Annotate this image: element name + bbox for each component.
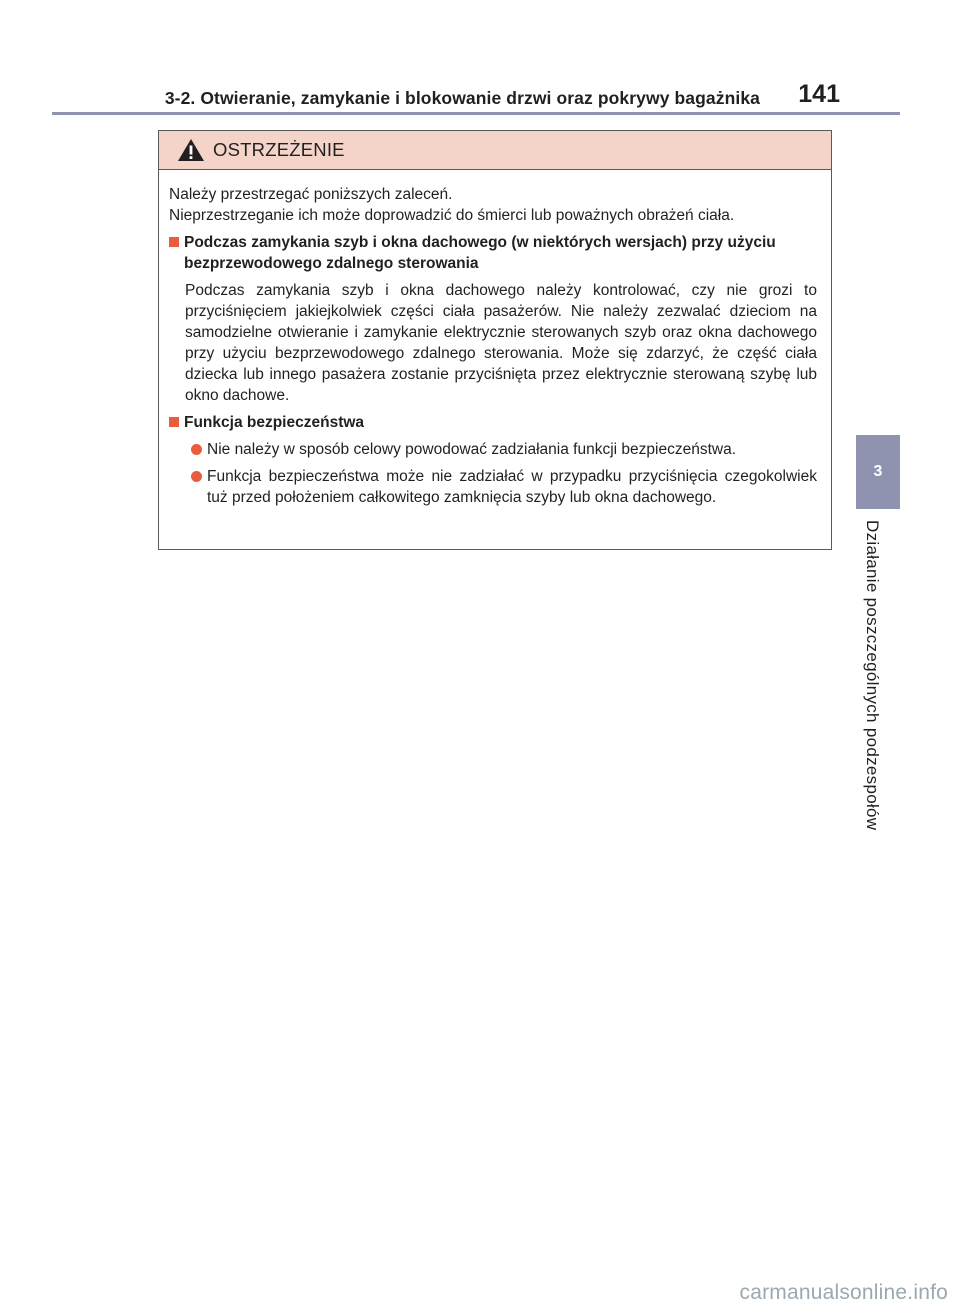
square-bullet-icon <box>169 417 179 427</box>
circle-bullet-icon <box>191 471 202 482</box>
list-item-text: Funkcja bezpieczeństwa może nie zadziałać w przypadku przyciśnięcia czegokolwiek tuż przed położeniem całkowitego zamknięcia szyby lub okna dachowego. <box>207 468 817 506</box>
list-item-text: Nie należy w sposób celowy powodować zadziałania funkcji bezpieczeństwa. <box>207 441 737 458</box>
warning-body <box>159 170 831 508</box>
chapter-tab-title: Działanie poszczególnych podzespołów <box>863 520 882 831</box>
section-heading <box>169 412 817 433</box>
warning-intro-2: Nieprzestrzeganie ich może doprowadzić do śmierci lub poważnych obrażeń ciała. <box>169 207 735 224</box>
page-number: 141 <box>798 80 840 108</box>
list-item <box>169 466 817 508</box>
list-item <box>169 439 817 460</box>
warning-header <box>159 131 831 170</box>
page-header <box>52 78 900 112</box>
section-heading-text: Podczas zamykania szyb i okna dachowego (w niektórych wersjach) przy użyciu bezprzewodowego zdalnego sterowania <box>184 234 776 272</box>
square-bullet-icon <box>169 237 179 247</box>
section-heading <box>169 232 817 274</box>
watermark: carmanualsonline.info <box>739 1281 948 1304</box>
warning-triangle-icon <box>177 138 205 162</box>
chapter-tab-number: 3 <box>856 435 900 509</box>
circle-bullet-icon <box>191 444 202 455</box>
warning-intro-1: Należy przestrzegać poniższych zaleceń. <box>169 186 453 203</box>
section-paragraph: Podczas zamykania szyb i okna dachowego należy kontrolować, czy nie grozi to przyciśnięciem jakiejkolwiek części ciała pasażerów. Nie należy zezwalać dzieciom na samodzielne otwieranie i zamykanie elektrycznie sterowanych szyb oraz okna dachowego przy użyciu bezprzewodowego zdalnego sterowania. Może się zdarzyć, że część ciała dziecka lub innego pasażera zostanie przyciśnięta przez elektrycznie sterowaną szybę lub okno dachowe. <box>185 282 817 404</box>
header-divider <box>52 112 900 115</box>
warning-title: OSTRZEŻENIE <box>213 139 345 160</box>
section-heading-text: Funkcja bezpieczeństwa <box>184 414 365 431</box>
warning-box <box>158 130 832 550</box>
chapter-title: 3-2. Otwieranie, zamykanie i blokowanie drzwi oraz pokrywy bagażnika <box>164 88 760 108</box>
